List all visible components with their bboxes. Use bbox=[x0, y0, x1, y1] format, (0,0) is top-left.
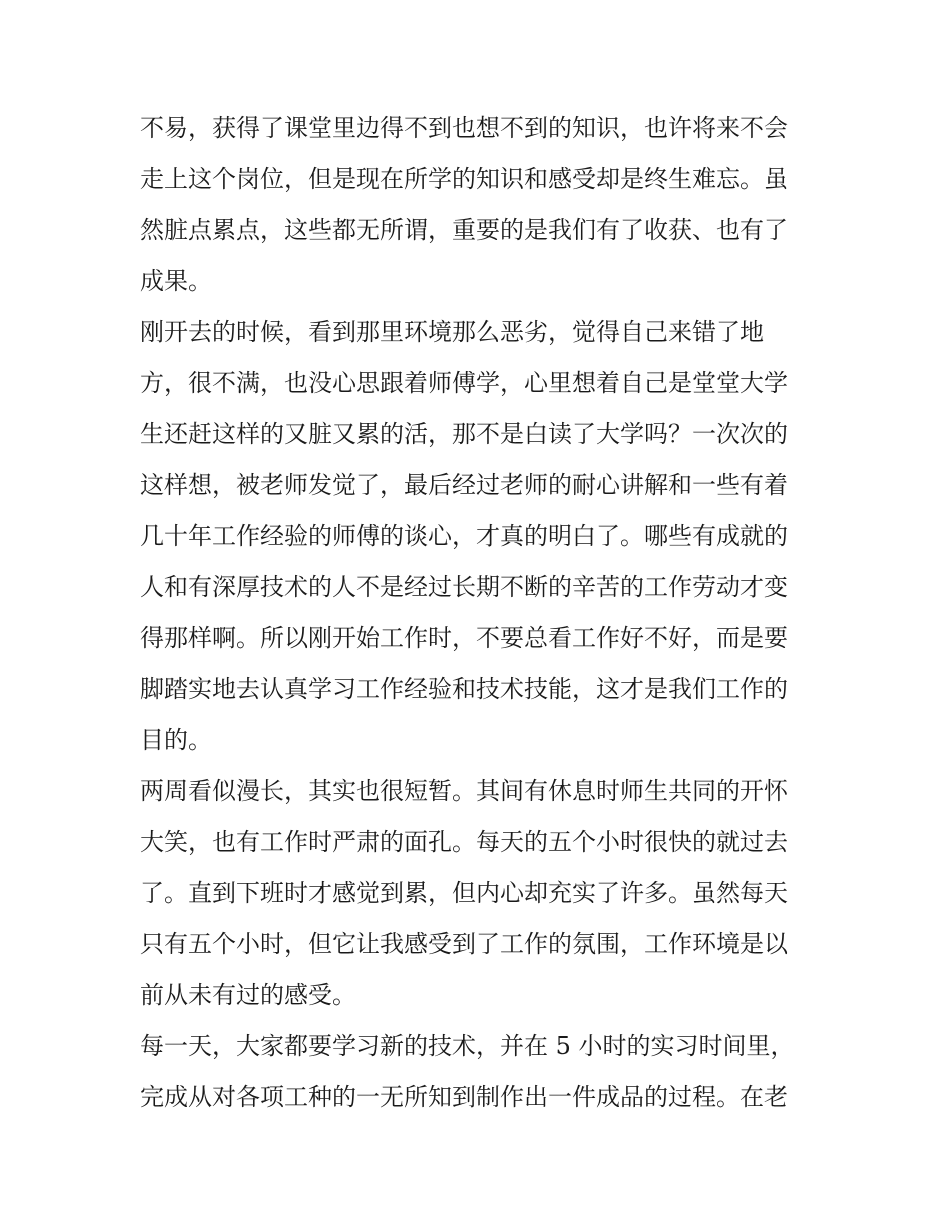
text-line: 脚踏实地去认真学习工作经验和技术技能，这才是我们工作的 bbox=[140, 675, 788, 703]
text-line: 每一天，大家都要学习新的技术，并在 5 小时的实习时间里， bbox=[140, 1032, 795, 1060]
text-line: 前从未有过的感受。 bbox=[140, 981, 356, 1009]
paragraph-4 bbox=[140, 1021, 820, 1123]
paragraph-3 bbox=[140, 766, 820, 1021]
paragraph-2 bbox=[140, 307, 820, 766]
document-body bbox=[140, 103, 820, 1123]
text-line: 几十年工作经验的师傅的谈心，才真的明白了。哪些有成就的 bbox=[140, 522, 788, 550]
text-line: 得那样啊。所以刚开始工作时，不要总看工作好不好，而是要 bbox=[140, 624, 788, 652]
text-line: 只有五个小时，但它让我感受到了工作的氛围，工作环境是以 bbox=[140, 930, 788, 958]
text-line: 生还赶这样的又脏又累的活，那不是白读了大学吗？一次次的 bbox=[140, 420, 788, 448]
text-line: 两周看似漫长，其实也很短暂。其间有休息时师生共同的开怀 bbox=[140, 777, 788, 805]
text-line: 这样想，被老师发觉了，最后经过老师的耐心讲解和一些有着 bbox=[140, 471, 788, 499]
text-line: 了。直到下班时才感觉到累，但内心却充实了许多。虽然每天 bbox=[140, 879, 788, 907]
text-line: 目的。 bbox=[140, 726, 212, 754]
text-line: 方，很不满，也没心思跟着师傅学，心里想着自己是堂堂大学 bbox=[140, 369, 788, 397]
text-line: 完成从对各项工种的一无所知到制作出一件成品的过程。在老 bbox=[140, 1083, 788, 1111]
text-line: 大笑，也有工作时严肃的面孔。每天的五个小时很快的就过去 bbox=[140, 828, 788, 856]
text-line: 人和有深厚技术的人不是经过长期不断的辛苦的工作劳动才变 bbox=[140, 573, 788, 601]
text-line: 走上这个岗位，但是现在所学的知识和感受却是终生难忘。虽 bbox=[140, 165, 788, 193]
paragraph-1 bbox=[140, 103, 820, 307]
text-line: 不易，获得了课堂里边得不到也想不到的知识，也许将来不会 bbox=[140, 114, 788, 142]
text-line: 然脏点累点，这些都无所谓，重要的是我们有了收获、也有了 bbox=[140, 216, 788, 244]
text-line: 成果。 bbox=[140, 267, 212, 295]
text-line: 刚开去的时候，看到那里环境那么恶劣，觉得自己来错了地 bbox=[140, 318, 764, 346]
